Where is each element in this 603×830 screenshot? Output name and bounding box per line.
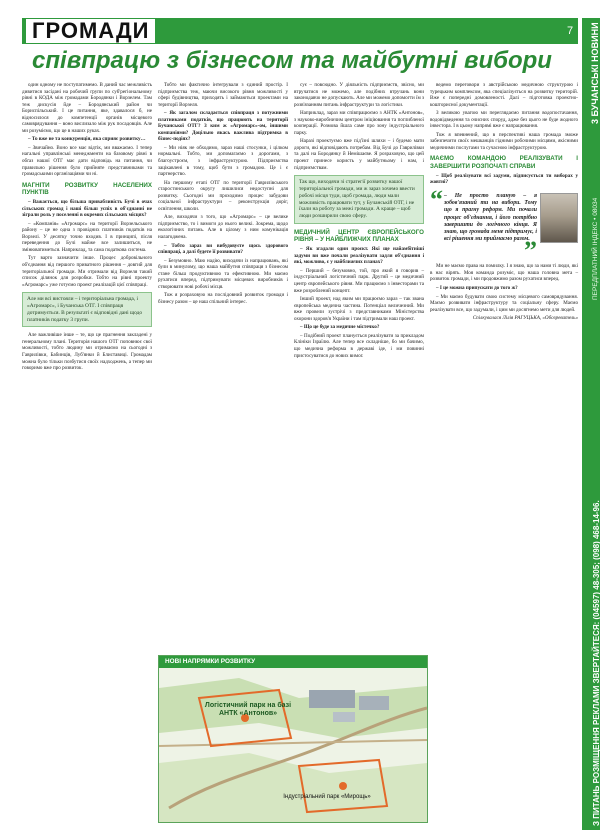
quote-text: – Не просто планую – я зобов'язаний ти на вибори. Тому що я прагну реформ. Ми почали процес об'єднання, і його потрібно завершити до логічного кінця. Я знаю, що громада мене підтримує, і всі рішення ми приймаємо разом.: [444, 192, 537, 243]
paragraph: – Ми маємо будувати свою систему місцевого самоврядування. Маємо розвивати інфраструктуру та соціальну сферу. Маємо реалізувати все, що задумали, і цим ми досягнемо мети для людей.: [430, 293, 578, 313]
interview-question: – То вже не та конкуренція, яка сприяє розвитку…: [28, 136, 146, 143]
paragraph: Тож я впевнений, що в перспективі наша громада зможе забезпечити своїх мешканців гідними робочими місцями, якісними медичними послугами та сучасною інфраструктурою.: [430, 131, 578, 151]
quote-close-icon: ”: [524, 236, 537, 266]
paragraph: Тож я розраховую на послідовний розвиток громади і бізнесу разом – це наш спільний інтерес.: [158, 292, 288, 305]
subheading: МЕДИЧНИЙ ЦЕНТР ЄВРОПЕЙСЬКОГО РІВНЯ – У НАЙБЛИЖЧИХ ПЛАНАХ: [294, 228, 424, 244]
section-label: ГРОМАДИ: [26, 19, 155, 43]
paragraph: Але важливіше інше – те, що це прагнення закладені у генеральному плані. Територія нашого ОТГ поповнює свої можливості, тобто людину ми отримаємо на сьогодні з Гаврилівки, Бабинців, Луб'янки й Блиставиці. Громадам можна було тільки позбутися своїх надходжень, а тепер ми говоримо вже про розвиток.: [22, 332, 152, 372]
page-number: 7: [562, 18, 578, 44]
paragraph: На першому етапі ОТГ по території Гаврилівського старостинського округу лишилися недоступні для розвитку. Сьогодні ми проходимо процес забудови соціальної інфраструктури – реконструкція доріг, освітлення, школи.: [158, 179, 288, 212]
map-title: НОВІ НАПРЯМКИ РОЗВИТКУ: [159, 656, 427, 668]
paragraph: – Звичайно. Воно все має відтік, ми вважаємо. І тепер нагальні управлінські менеджменти на базовому рівні в обґаз нашої ОТГ має дати відповідь на питання, чи правильно рішення було прийняте представниками та громадськими організаціями чи ні.: [22, 144, 152, 178]
article-column-3: [294, 82, 424, 652]
map-building: [309, 690, 355, 708]
map-building: [333, 712, 355, 722]
advertising-contact: З ПИТАНЬ РОЗМІЩЕННЯ РЕКЛАМИ ЗВЕРТАЙТЕСЯ: (04597) 48-305; (098) 468-14-96.: [592, 500, 601, 826]
interview-question: – Як згадали один проєкт. Які ще найамбітніші задуми ви вже почали реалізувати задля об'єднання і які, можливо, є у найближчих планах?: [294, 246, 424, 266]
paragraph: – Подібний проект планується реалізувати за прикладом Клініки Ізраїлю. Але тепер все складніше, бо ми бачимо, що медична реформа в державі іде, і ми повинні пристосуватися до нових вимог.: [294, 332, 424, 359]
interview-question: – Важається, що більша привабливість Бучі в очах сільських громад і наші більш успіх в об'єднанні не зіграли роль у поселенні в окремих сільських місцях?: [22, 199, 152, 219]
paragraph: Інший проект, над яким ми працюємо зараз – так звана європейська медична частина. Потенціал величезний. Ми вже провели зустрічі з представниками Міністерства охорони здоров'я України і там підтримали наш проект.: [294, 296, 424, 322]
paragraph: Тут варто зазначити інше. Процес добровільного об'єднання від першого приватного рішення – довгий для територіальної громади. Ми отримали від Ворзеля такий список ділянок для розробки. Тобто на рівні проекту «Агромарс» уже готуємо проект реалізацій цієї співпраці.: [22, 255, 152, 288]
interview-question: – І це можна припускати до того ж?: [436, 285, 518, 292]
article-column-1: [22, 82, 152, 822]
article-column-4: [430, 82, 578, 822]
highlight-quote: [430, 184, 578, 266]
map-building: [359, 696, 389, 710]
subscription-index: ПЕРЕДПЛАТНИЙ ІНДЕКС • 08034: [592, 197, 599, 300]
article-headline: співпрацю з бізнесом та майбутні вибори: [32, 47, 552, 74]
paragraph: один одному не поступатимемо. В даний час межливість дивитися засідані на робочий групи по суб'регіональному рівні в КОДА між громадами Бородянки і Ворзелем. Там теж дискусія йде – Бородянський район чи Бориспільський. І це питання, яке, здавалося б, не відносилося до компетенції органів місцевого самоврядування – воно вислизало між рук посадовців. Але ми розуміємо, що це в наших руках.: [22, 82, 152, 134]
subheading: МАГНІТИ РОЗВИТКУ НАСЕЛЕНИХ ПУНКТІВ: [22, 181, 152, 196]
map-area: [159, 668, 427, 822]
interview-question: – Щоб реалізувати всі задуми, підписується ти виборах у жовтні?: [430, 172, 578, 186]
development-map: [158, 655, 428, 823]
paragraph: Ми не маємо права на помилку. І я знаю, що за нами ті люди, які в нас вірять. Моя команда розуміє, що наша головна мета – розвиток громади, і ми продовжимо разом рухатися вперед.: [430, 263, 578, 283]
map-label-logistics: Логістичний парк на базі АНТК «Антонов»: [204, 702, 292, 717]
interview-question: – Що це буде за медичне містечко?: [300, 324, 380, 331]
subheading: МАЄМО КОМАНДОЮ РЕАЛІЗУВАТИ І ЗАВЕРШИТИ РОЗПОЧАТІ СПРАВИ: [430, 155, 578, 170]
interviewee-photo: [540, 193, 578, 243]
newspaper-brand: 3 БУЧАНСЬКІ НОВИНИ: [590, 22, 600, 124]
pull-quote-box: Але ми всі вистояли – і територіальна громада, і «Агромарс», і Бучанська ОТГ. І співпраця дотримується. В результаті є відповідні дані щодо платників податку 3 групи.: [22, 292, 152, 327]
paragraph: – Перший – безумовно, той, про який я говорив – індустріальний логістичний парк. Другий – це медичний центр європейського рівня. Ми працюємо з інвесторами та вже розроблений концепт.: [294, 267, 424, 294]
paragraph: З великою увагою ми переглядаємо питання водопостачання, водовідведення та очисних споруд, адже без цього не буде жодного інвестора. І в цьому напрямі вже є напрацювання.: [430, 110, 578, 130]
map-label-industrial: Індустріальний парк «Мирощь»: [283, 794, 371, 800]
paragraph: – «Компанія» «Агромарс» на території Ворзельського району – це не одна з провідних платників податків на Ворзелі. У десятку точно входив. І в принципі, після переведення до Бучі майже все залишиться, не змінюватиметься. Наприклад, та сама податкова система.: [22, 220, 152, 253]
article-column-2: [158, 82, 288, 642]
quote-open-icon: “: [430, 184, 443, 214]
paragraph: Наприклад, зараз ми співпрацюємо з АНТК «Антонов», з науково-виробничим центром ініціювання та поглибленої кооперації. Розмова йшла саме про зону індустріального парку.: [294, 110, 424, 136]
paragraph: сує – повсюдно. У діяльність підприємств, звісно, ми втручатися не можемо, але подібних втручань вони законодавчо не допускають. Але ми можемо допомогти їм з розв'язанням питань інфраструктури та логістики.: [294, 82, 424, 108]
paragraph: – Ми ніяк не обходимо, зараз наші стосунки, і цілком нормальні. Тобто, ми допомагаємо з дорогами, з благоустроєм, з інфраструктурою. Підприємства зацікавлені в тому, щоб бути з громадою. Це і є партнерство.: [158, 144, 288, 178]
paragraph: Наразі проектуємо вже під'їзні шляхи – і будемо мати дороги, які відповідають потребам. Від Бучі до Гаврилівки та далі на Бородянку й Немішаєве. Я розраховую, що цей проект принесе користь у майбутньому і нам, і підприємствам.: [294, 138, 424, 171]
paragraph: Але, виходячи з того, що «Агромарс» – це велике підприємство, то і вимоги до нього великі. Зокрема, щодо екологічних питань. Але в цілому з ним комунікація налагоджена.: [158, 214, 288, 241]
interview-question: – Тобто зараз ви вибудовуєте щось здорового співпраці, а далі будете її розвивати?: [158, 242, 288, 256]
paragraph: – Безумовно. Маю надію, виходячи із напрацювань, які були в минулому, що наша майбутня співпраця з бізнесом стане більш продуктивною та ефективною. Ми маємо рухатися вперед, підтримувати місцевих виробників і створювати нові робочі місця.: [158, 257, 288, 290]
paragraph: Тобто ми фактично інтегрували з єдиний простір. І підприємства теж, маючи високого рівня можливості у сфері будівництва, приходять і займаються проектами на території Ворзеля.: [158, 82, 288, 108]
interview-question: – Як загалом складається співпраця з потужними платниками податків, що працюють на території Бучанської ОТГ? З ким ж «Агромарс»-ом, іншими компаніями? Доцільно якась важлива підтримка в бізнес-подіях?: [158, 110, 288, 143]
paragraph: ведемо переговори з австрійською медичною структурою і турецьким комплексом, яка спеціалізується на розвитку територій. Вже є попередні домовленості. Далі – підготовка проектно-кошторисної документації.: [430, 82, 578, 108]
map-marker-icon: [339, 782, 347, 790]
pull-quote-box: Так що, виходячи зі стратегії розвитку нашої територіальної громади, ми ж зараз хочемо ввести робочі місця туди, щоб громада, люди мали можливість працювати тут, у Бучанській ОТГ, і не їхали на роботу за межі громади. А краще – щоб люди розширили свою сферу.: [294, 175, 424, 224]
author-signature: Спілкувалася Лілія РАГУЦЬКА, «Обозреватель»: [472, 315, 578, 322]
